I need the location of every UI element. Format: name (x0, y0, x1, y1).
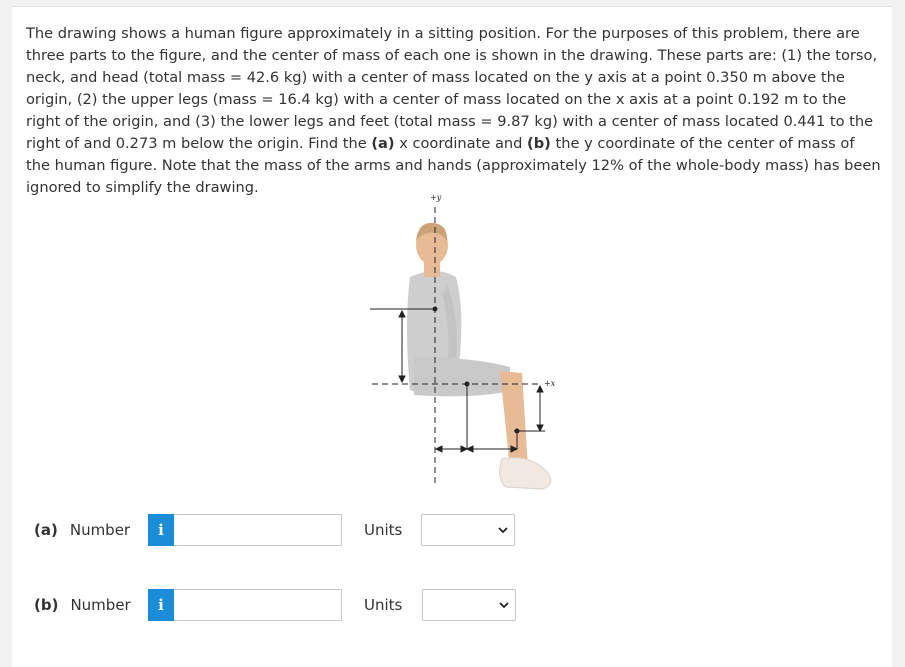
answer-b-label (34, 596, 131, 614)
chevron-down-icon (498, 525, 508, 535)
answer-b-units-select[interactable] (422, 589, 516, 621)
x-axis-label: +x (544, 379, 556, 388)
units-label-a: Units (364, 521, 403, 539)
problem-statement (26, 23, 882, 199)
question-card (12, 6, 892, 667)
problem-text-2: x coordinate and (394, 135, 528, 152)
info-icon[interactable]: i (148, 514, 174, 546)
y-axis-label: +y (430, 193, 442, 202)
sitting-figure-diagram (352, 185, 572, 497)
answer-a-number-input[interactable] (174, 514, 342, 546)
problem-text-1: The drawing shows a human figure approximately in a sitting position. For the purposes of this problem, there are three parts to the figure, and the center of mass of each one is shown in the drawing. These parts are: (1) the torso, neck, and head (total mass = 42.6 kg) with a center of mass located on the y axis at a point 0.350 m above the origin, (2) the upper legs (mass = 16.4 kg) with a center of mass located on the x axis at a point 0.192 m to the right of the origin, and (3) the lower legs and feet (total mass = 9.87 kg) with a center of mass located 0.441 to the right of and 0.273 m below the origin. Find the (26, 25, 878, 152)
answer-a-label (34, 521, 130, 539)
part-b-tag: (b) (34, 596, 59, 614)
number-label-b: Number (70, 596, 131, 614)
problem-text-3: the y coordinate of the center of mass of the human figure. Note that the mass of the arms and hands (approximately 12% of the whole-body mass) has been ignored to simplify the drawing. (26, 135, 881, 196)
number-label-a: Number (69, 521, 131, 539)
part-a-ref: (a) (371, 135, 395, 152)
answer-a-units-select[interactable] (421, 514, 515, 546)
chevron-down-icon (499, 600, 509, 610)
part-b-ref: (b) (527, 135, 551, 152)
answer-b-number-input[interactable] (174, 589, 342, 621)
part-a-tag: (a) (34, 521, 58, 539)
units-label-b: Units (364, 596, 403, 614)
info-icon[interactable]: i (148, 589, 174, 621)
